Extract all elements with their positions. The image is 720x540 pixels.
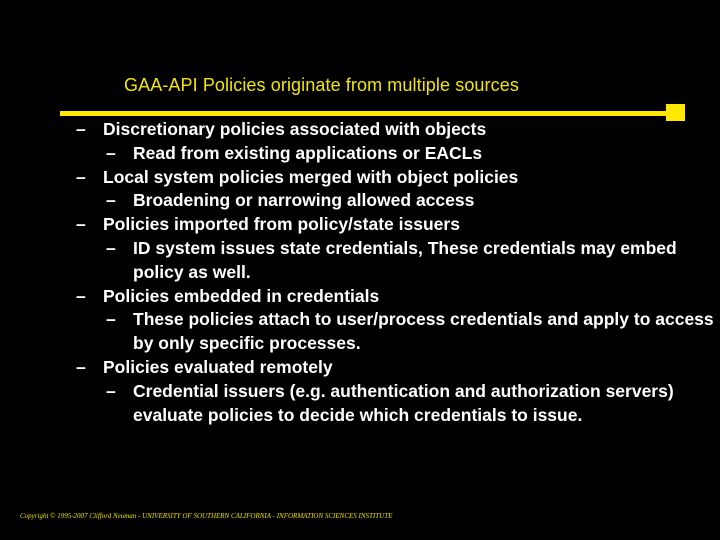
bullet-item [76, 166, 716, 190]
bullet-item [76, 285, 716, 309]
sub-bullet-item [76, 308, 716, 356]
bullet-item [76, 356, 716, 380]
sub-bullet-text: These policies attach to user/process credentials and apply to access by only specific processes. [133, 309, 714, 354]
bullet-dash: – [76, 166, 86, 187]
bullet-text: Policies evaluated remotely [103, 356, 333, 377]
sub-bullet-text: Read from existing applications or EACLs [133, 142, 483, 163]
bullet-dash: – [76, 119, 86, 139]
bullet-text: Policies embedded in credentials [103, 285, 380, 306]
sub-bullet-text: ID system issues state credentials, These credentials may embed policy as well. [133, 237, 677, 282]
slide-title: GAA-API Policies originate from multiple sources [124, 75, 519, 95]
bullet-dash: – [76, 356, 86, 377]
bullet-item [76, 213, 716, 237]
sub-bullet-dash: – [106, 309, 116, 330]
sub-bullet-item [76, 380, 716, 428]
sub-bullet-dash: – [106, 190, 116, 211]
title-underline-rule [60, 111, 668, 116]
bullet-dash: – [76, 285, 86, 306]
copyright-footer: Copyright © 1995-2007 Clifford Neuman - UNIVERSITY OF SOUTHERN CALIFORNIA - INFORMATION SCIENCES INSTITUTE [20, 512, 393, 520]
bullet-list [76, 118, 716, 427]
bullet-dash: – [76, 214, 86, 235]
bullet-item [76, 118, 716, 142]
sub-bullet-item [76, 142, 716, 166]
sub-bullet-dash: – [106, 142, 116, 163]
sub-bullet-dash: – [106, 237, 116, 258]
bullet-text: Discretionary policies associated with objects [103, 119, 487, 139]
sub-bullet-item [76, 189, 716, 213]
bullet-text: Policies imported from policy/state issuers [103, 214, 460, 235]
sub-bullet-dash: – [106, 380, 116, 401]
bullet-text: Local system policies merged with object policies [103, 166, 519, 187]
sub-bullet-item [76, 237, 716, 285]
sub-bullet-text: Credential issuers (e.g. authentication and authorization servers) evaluate policies to decide which credentials to issue. [133, 380, 674, 425]
sub-bullet-text: Broadening or narrowing allowed access [133, 190, 475, 211]
